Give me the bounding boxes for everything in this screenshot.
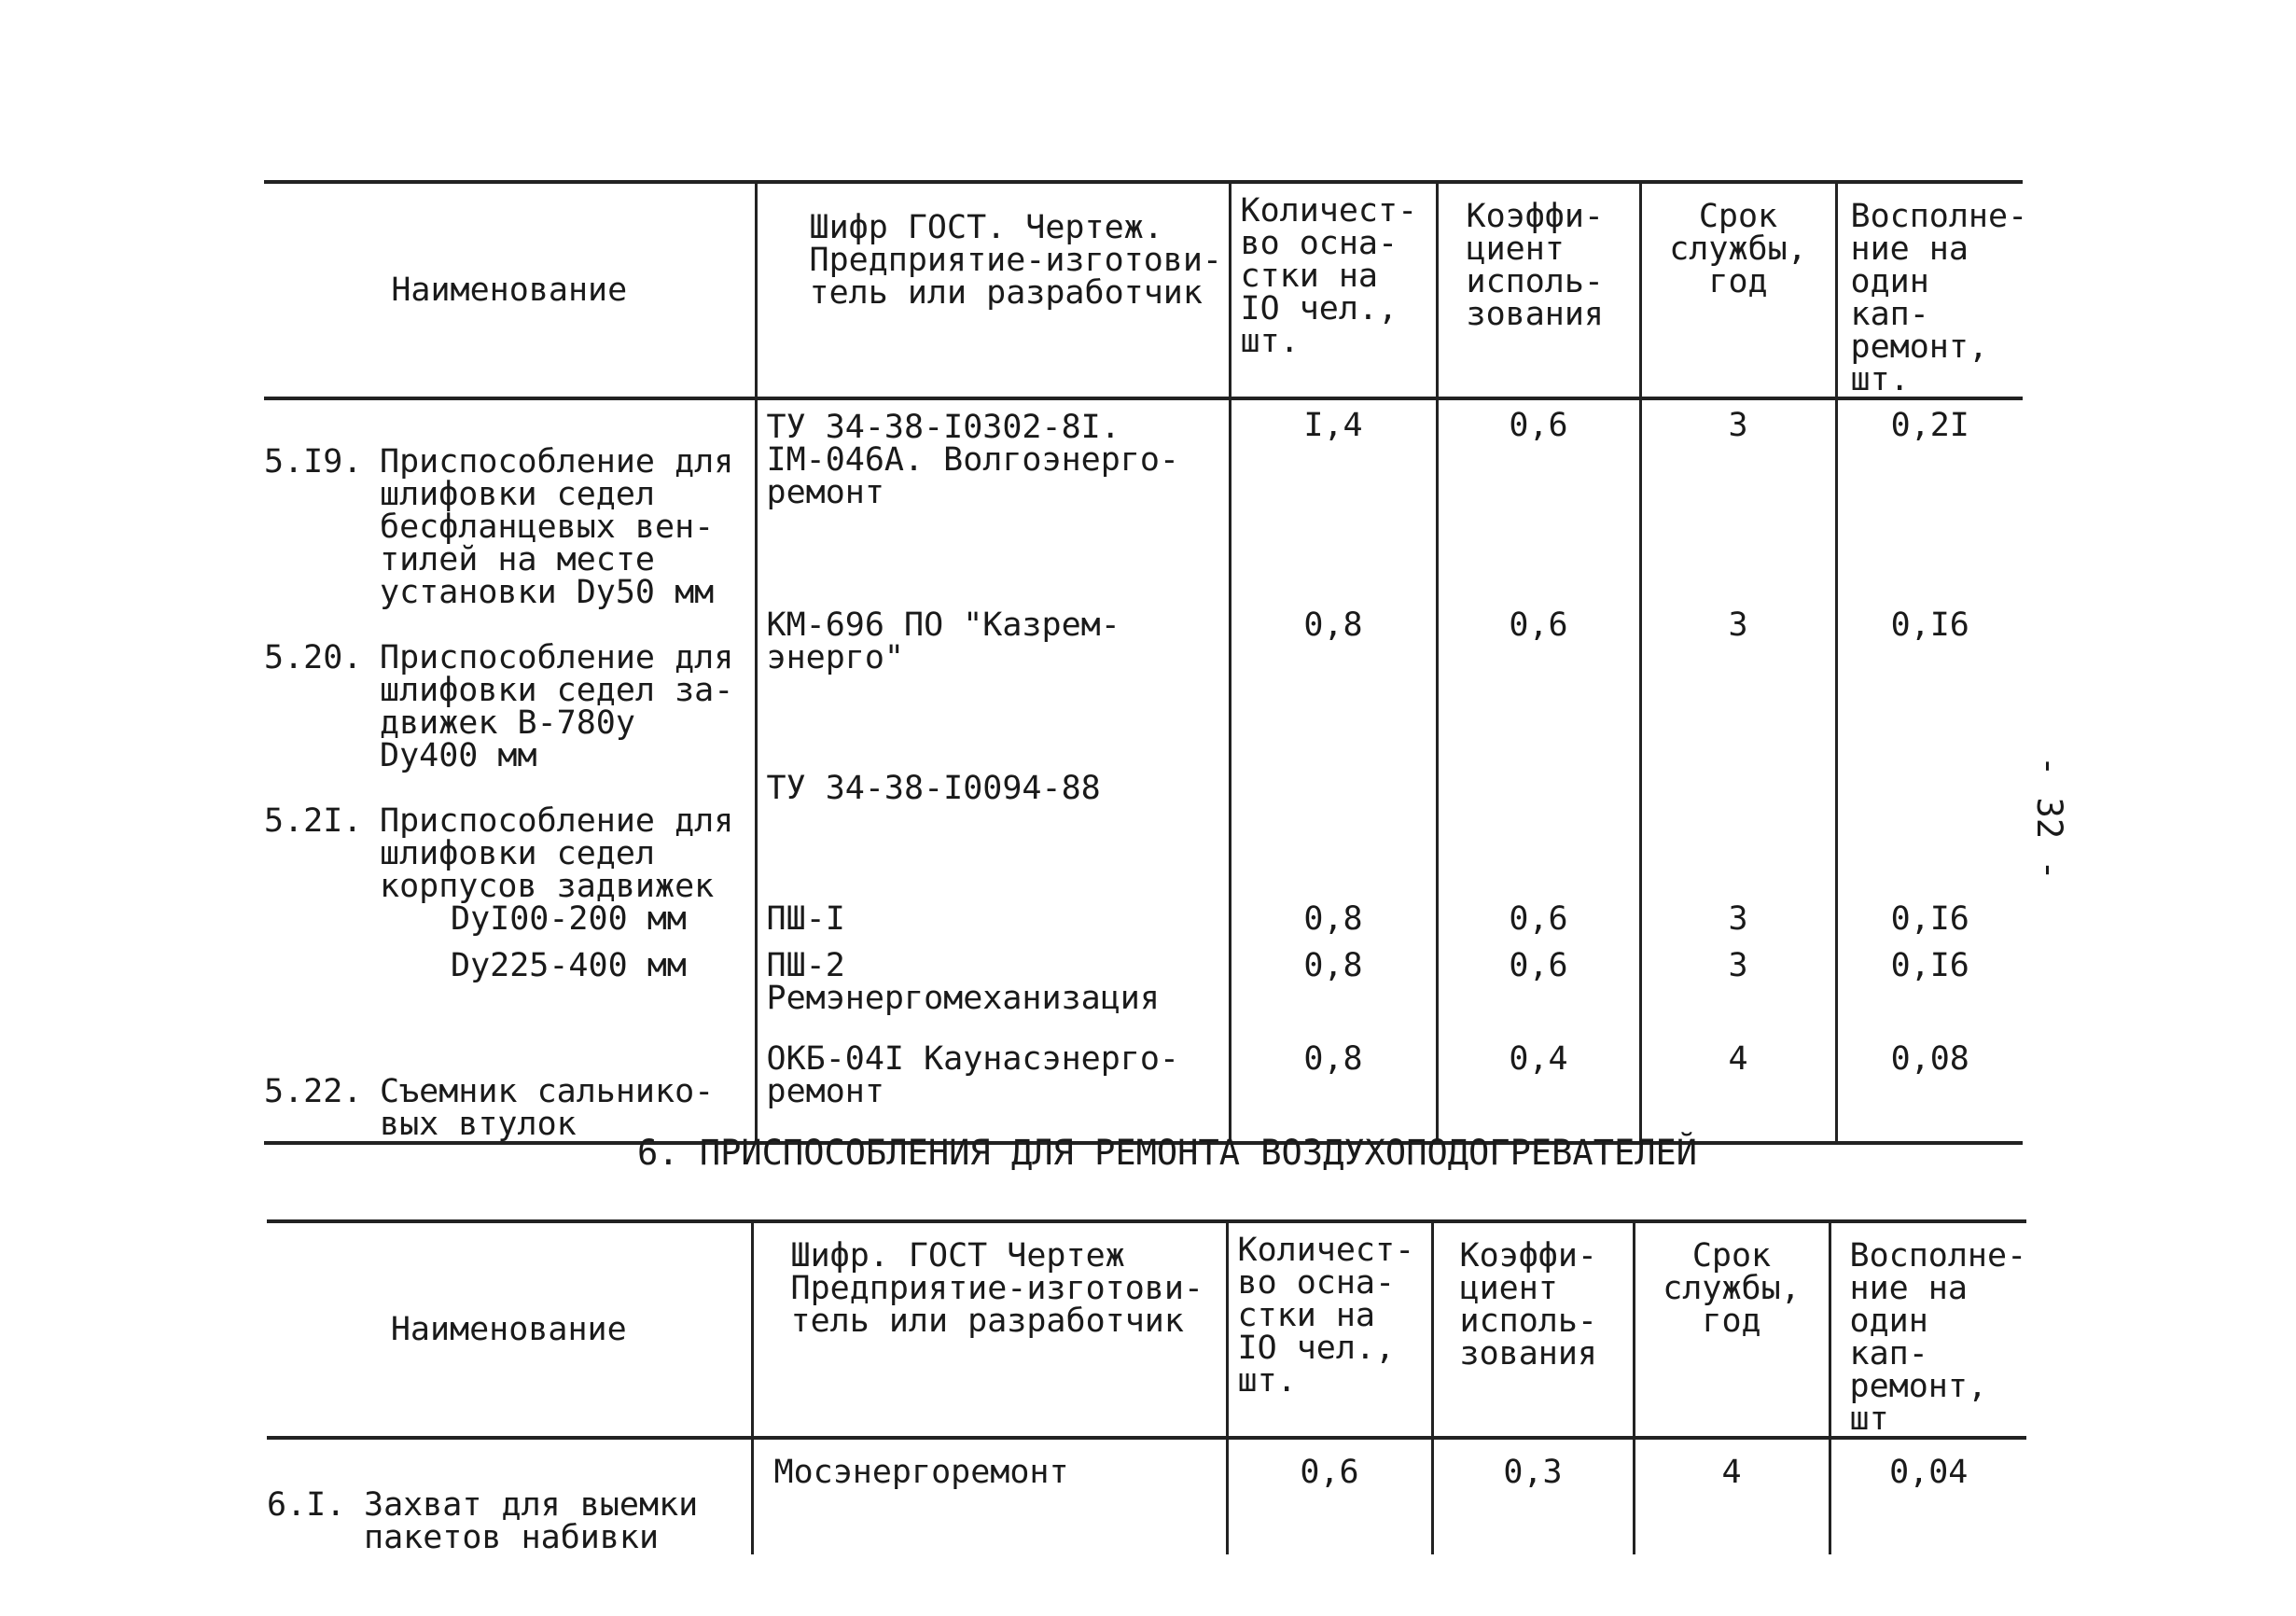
- row-coefficient: [1437, 773, 1640, 903]
- header-quantity: Количест- во осна- стки на IO чел., шт.: [1230, 182, 1437, 398]
- row-quantity: [1230, 773, 1437, 903]
- row-quantity: 0,6: [1227, 1438, 1432, 1554]
- row-coefficient: 0,6: [1437, 609, 1640, 773]
- header-coefficient: Коэффи- циент исполь- зования: [1432, 1221, 1634, 1438]
- row-service-life: 4: [1640, 1043, 1836, 1143]
- table-row: [267, 1438, 2026, 1554]
- row-service-life: 3: [1640, 950, 1836, 1043]
- row-quantity: 0,8: [1230, 609, 1437, 773]
- row-service-life: 3: [1640, 398, 1836, 609]
- header-code: Шифр. ГОСТ Чертеж Предприятие-изготови- тель или разработчик: [752, 1221, 1227, 1438]
- table-header-row: [267, 1221, 2026, 1438]
- row-service-life: 3: [1640, 903, 1836, 950]
- row-service-life: 3: [1640, 609, 1836, 773]
- row-name: Приспособление для шлифовки седел за- движек B-780y Dy400 мм: [380, 639, 734, 774]
- row-number: 6.I.: [267, 1486, 346, 1524]
- row-replenishment: 0,I6: [1836, 950, 2023, 1043]
- row-replenishment: [1836, 773, 2023, 903]
- row-replenishment: 0,I6: [1836, 609, 2023, 773]
- row-number: 5.20.: [264, 639, 363, 676]
- header-replenishment: Восполне- ние на один кап- ремонт, шт: [1830, 1221, 2026, 1438]
- header-coefficient: Коэффи- циент исполь- зования: [1437, 182, 1640, 398]
- row-code: Мосэнергоремонт: [752, 1438, 1227, 1554]
- header-code: Шифр ГОСТ. Чертеж. Предприятие-изготови- тель или разработчик: [756, 182, 1230, 398]
- row-name: Dy225-400 мм: [451, 947, 687, 984]
- row-name: Приспособление для шлифовки седел корпусов задвижек: [380, 802, 734, 905]
- equipment-table-1: [264, 180, 2028, 1145]
- row-name: Съемник сальнико- вых втулок: [380, 1073, 715, 1143]
- row-coefficient: 0,3: [1432, 1438, 1634, 1554]
- page-number: - 32 -: [2029, 756, 2069, 881]
- row-name: Приспособление для шлифовки седел бесфланцевых вен- тилей на месте установки Dy50 мм: [380, 443, 734, 611]
- row-code: ПШ-I: [756, 903, 1230, 950]
- header-quantity: Количест- во осна- стки на IO чел., шт.: [1227, 1221, 1432, 1438]
- row-replenishment: 0,I6: [1836, 903, 2023, 950]
- row-quantity: 0,8: [1230, 950, 1437, 1043]
- row-code: ТУ 34-38-I0302-8I. IM-046A. Волгоэнерго- ремонт: [756, 398, 1230, 609]
- row-quantity: I,4: [1230, 398, 1437, 609]
- row-code: ТУ 34-38-I0094-88: [756, 773, 1230, 903]
- table-header-row: [264, 182, 2023, 398]
- section-title: 6. ПРИСПОСОБЛЕНИЯ ДЛЯ РЕМОНТА ВОЗДУХОПОДОГРЕВАТЕЛЕЙ: [637, 1133, 1698, 1173]
- row-code: OKБ-04I Каунасэнерго- ремонт: [756, 1043, 1230, 1143]
- row-coefficient: 0,6: [1437, 398, 1640, 609]
- row-number: 5.22.: [264, 1073, 363, 1110]
- row-name: DyI00-200 мм: [451, 900, 687, 938]
- row-quantity: 0,8: [1230, 903, 1437, 950]
- row-service-life: [1640, 773, 1836, 903]
- table-row: [264, 903, 2023, 950]
- equipment-table-2: [267, 1219, 2026, 1554]
- row-replenishment: 0,08: [1836, 1043, 2023, 1143]
- row-coefficient: 0,6: [1437, 950, 1640, 1043]
- header-name: Наименование: [267, 1221, 752, 1438]
- row-service-life: 4: [1634, 1438, 1830, 1554]
- row-coefficient: 0,4: [1437, 1043, 1640, 1143]
- row-code: KM-696 ПО "Казрем- энерго": [756, 609, 1230, 773]
- header-name: Наименование: [264, 182, 756, 398]
- table-row: [264, 773, 2023, 903]
- row-number: 5.I9.: [264, 443, 363, 481]
- header-service-life: Срок службы, год: [1634, 1221, 1830, 1438]
- row-code: ПШ-2 Ремэнергомеханизация: [756, 950, 1230, 1043]
- header-replenishment: Восполне- ние на один кап- ремонт, шт.: [1836, 182, 2023, 398]
- table-row: [264, 398, 2023, 609]
- row-coefficient: 0,6: [1437, 903, 1640, 950]
- header-service-life: Срок службы, год: [1640, 182, 1836, 398]
- table-row: [264, 1043, 2023, 1143]
- table-row: [264, 950, 2023, 1043]
- row-quantity: 0,8: [1230, 1043, 1437, 1143]
- row-replenishment: 0,04: [1830, 1438, 2026, 1554]
- row-number: 5.2I.: [264, 802, 363, 840]
- table-row: [264, 609, 2023, 773]
- row-name: Захват для выемки пакетов набивки: [364, 1486, 699, 1556]
- row-replenishment: 0,2I: [1836, 398, 2023, 609]
